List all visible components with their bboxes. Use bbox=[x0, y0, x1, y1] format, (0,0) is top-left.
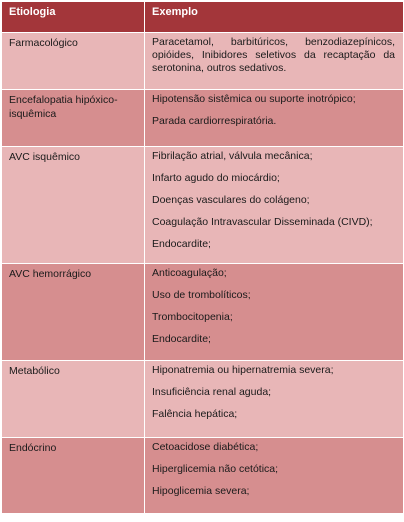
category-cell: Endócrino bbox=[2, 438, 145, 514]
example-item: Parada cardiorrespiratória. bbox=[152, 115, 277, 127]
category-cell: Farmacológico bbox=[2, 33, 145, 90]
example-item: Hiponatremia ou hipernatremia severa; bbox=[152, 364, 334, 376]
example-item: Falência hepática; bbox=[152, 408, 238, 420]
example-item: Trombocitopenia; bbox=[152, 311, 233, 323]
examples-cell bbox=[145, 438, 404, 514]
examples-cell bbox=[145, 33, 404, 90]
example-item: Infarto agudo do miocárdio; bbox=[152, 172, 280, 184]
examples-cell bbox=[145, 361, 404, 438]
table-row-avc-hemorragico bbox=[2, 264, 404, 361]
etiology-table-container bbox=[1, 1, 403, 521]
table-row-farmacologico bbox=[2, 33, 404, 90]
example-item: Paracetamol, barbitúricos, benzodiazepínicos, opióides, Inibidores seletivos da recaptação da serotonina, outros sedativos. bbox=[152, 36, 395, 74]
example-item: Hiperglicemia não cetótica; bbox=[152, 463, 279, 475]
example-item: Hipoglicemia severa; bbox=[152, 485, 250, 497]
header-exemplo: Exemplo bbox=[145, 2, 404, 33]
examples-cell bbox=[145, 147, 404, 264]
examples-cell bbox=[145, 90, 404, 147]
table-row-avc-isquemico bbox=[2, 147, 404, 264]
table-row-metabolico bbox=[2, 361, 404, 438]
example-item: Doenças vasculares do colágeno; bbox=[152, 194, 310, 206]
example-item: Anticoagulação; bbox=[152, 267, 227, 279]
example-item: Endocardite; bbox=[152, 238, 211, 250]
example-item: Hipotensão sistêmica ou suporte inotrópico; bbox=[152, 93, 356, 105]
category-cell: Metabólico bbox=[2, 361, 145, 438]
example-item: Cetoacidose diabética; bbox=[152, 441, 259, 453]
table-header-row bbox=[2, 2, 404, 33]
table-row-encefalopatia bbox=[2, 90, 404, 147]
example-item: Fibrilação atrial, válvula mecânica; bbox=[152, 150, 313, 162]
etiology-table bbox=[1, 1, 404, 514]
category-cell: AVC hemorrágico bbox=[2, 264, 145, 361]
example-item: Endocardite; bbox=[152, 333, 211, 345]
category-cell: AVC isquêmico bbox=[2, 147, 145, 264]
example-item: Insuficiência renal aguda; bbox=[152, 386, 272, 398]
header-etiologia: Etiologia bbox=[2, 2, 145, 33]
example-item: Uso de trombolíticos; bbox=[152, 289, 251, 301]
example-item: Coagulação Intravascular Disseminada (CIVD); bbox=[152, 216, 373, 228]
table-row-endocrino bbox=[2, 438, 404, 514]
examples-cell bbox=[145, 264, 404, 361]
category-cell: Encefalopatia hipóxico-isquêmica bbox=[2, 90, 145, 147]
